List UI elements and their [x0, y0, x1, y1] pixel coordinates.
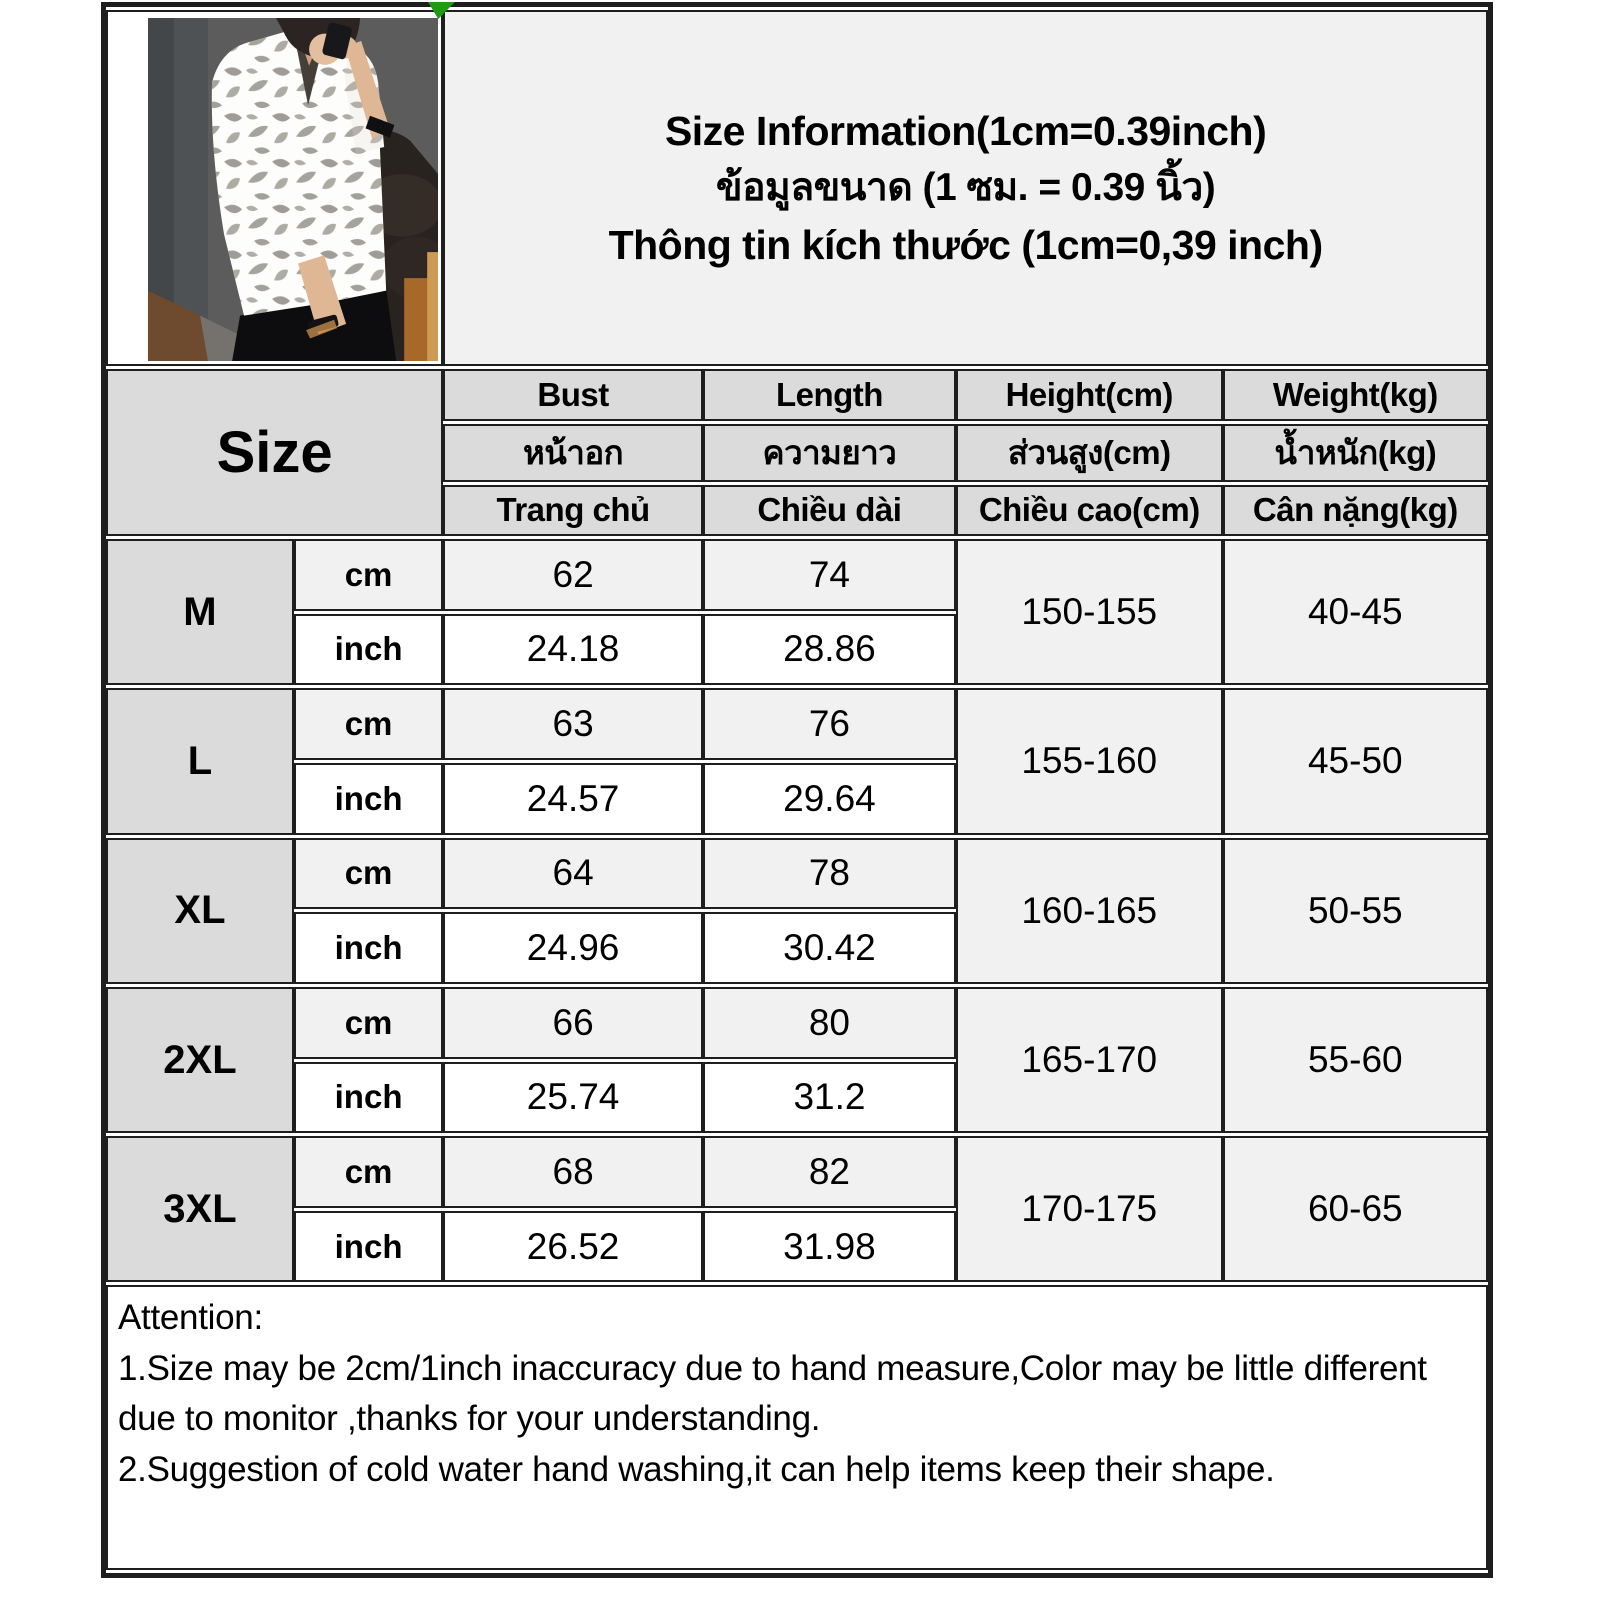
- bust-inch-value: 24.57: [443, 763, 703, 835]
- size-chart-sheet: [101, 2, 1493, 1578]
- product-photo-cell: [106, 10, 443, 366]
- unit-label-inch: inch: [294, 1211, 443, 1283]
- product-photo: [148, 18, 438, 361]
- size-row-label: 3XL: [106, 1136, 294, 1282]
- bust-inch-value: 24.96: [443, 912, 703, 984]
- height-range: 155-160: [956, 688, 1223, 834]
- bust-cm-value: 63: [443, 688, 703, 760]
- bust-cm-value: 68: [443, 1136, 703, 1208]
- length-cm-value: 82: [703, 1136, 956, 1208]
- col-header-bust-en: Bust: [443, 369, 703, 420]
- bust-cm-value: 66: [443, 987, 703, 1059]
- col-header-height-th: ส่วนสูง(cm): [956, 424, 1223, 482]
- bust-cm-value: 62: [443, 539, 703, 611]
- size-column-header: Size: [106, 369, 443, 536]
- height-range: 150-155: [956, 539, 1223, 685]
- length-cm-value: 74: [703, 539, 956, 611]
- bust-inch-value: 25.74: [443, 1062, 703, 1134]
- title-thai: ข้อมูลขนาด (1 ซม. = 0.39 นิ้ว): [715, 166, 1216, 210]
- title-vietnamese: Thông tin kích thước (1cm=0,39 inch): [608, 221, 1323, 268]
- title-english: Size Information(1cm=0.39inch): [664, 108, 1267, 155]
- weight-range: 40-45: [1223, 539, 1488, 685]
- unit-label-cm: cm: [294, 688, 443, 760]
- height-range: 160-165: [956, 838, 1223, 984]
- bust-cm-value: 64: [443, 838, 703, 910]
- size-row-label: XL: [106, 838, 294, 984]
- length-inch-value: 31.98: [703, 1211, 956, 1283]
- length-inch-value: 31.2: [703, 1062, 956, 1134]
- unit-label-inch: inch: [294, 912, 443, 984]
- size-chart-table: [101, 2, 1493, 1578]
- length-inch-value: 30.42: [703, 912, 956, 984]
- bust-inch-value: 26.52: [443, 1211, 703, 1283]
- height-range: 165-170: [956, 987, 1223, 1133]
- attention-section: [106, 1285, 1488, 1570]
- col-header-length-vi: Chiều dài: [703, 485, 956, 536]
- model-photo-illustration: [148, 18, 438, 361]
- weight-range: 45-50: [1223, 688, 1488, 834]
- size-row-label: M: [106, 539, 294, 685]
- bust-inch-value: 24.18: [443, 614, 703, 686]
- length-inch-value: 28.86: [703, 614, 956, 686]
- attention-note-1: 1.Size may be 2cm/1inch inaccuracy due to hand measure,Color may be little different due to monitor ,thanks for your understanding.: [118, 1348, 1427, 1439]
- unit-label-inch: inch: [294, 614, 443, 686]
- length-cm-value: 80: [703, 987, 956, 1059]
- col-header-length-th: ความยาว: [703, 424, 956, 482]
- weight-range: 60-65: [1223, 1136, 1488, 1282]
- col-header-bust-vi: Trang chủ: [443, 485, 703, 536]
- unit-label-inch: inch: [294, 1062, 443, 1134]
- weight-range: 50-55: [1223, 838, 1488, 984]
- size-row-label: L: [106, 688, 294, 834]
- weight-range: 55-60: [1223, 987, 1488, 1133]
- unit-label-cm: cm: [294, 539, 443, 611]
- col-header-height-en: Height(cm): [956, 369, 1223, 420]
- col-header-weight-th: น้ำหนัก(kg): [1223, 424, 1488, 482]
- col-header-weight-en: Weight(kg): [1223, 369, 1488, 420]
- length-cm-value: 78: [703, 838, 956, 910]
- col-header-length-en: Length: [703, 369, 956, 420]
- size-row-label: 2XL: [106, 987, 294, 1133]
- unit-label-cm: cm: [294, 987, 443, 1059]
- title-cell: [443, 10, 1488, 366]
- attention-heading: Attention:: [118, 1298, 263, 1338]
- attention-note-2: 2.Suggestion of cold water hand washing,it can help items keep their shape.: [118, 1449, 1275, 1489]
- unit-label-inch: inch: [294, 763, 443, 835]
- col-header-bust-th: หน้าอก: [443, 424, 703, 482]
- unit-label-cm: cm: [294, 1136, 443, 1208]
- col-header-weight-vi: Cân nặng(kg): [1223, 485, 1488, 536]
- unit-label-cm: cm: [294, 838, 443, 910]
- length-inch-value: 29.64: [703, 763, 956, 835]
- col-header-height-vi: Chiều cao(cm): [956, 485, 1223, 536]
- length-cm-value: 76: [703, 688, 956, 760]
- height-range: 170-175: [956, 1136, 1223, 1282]
